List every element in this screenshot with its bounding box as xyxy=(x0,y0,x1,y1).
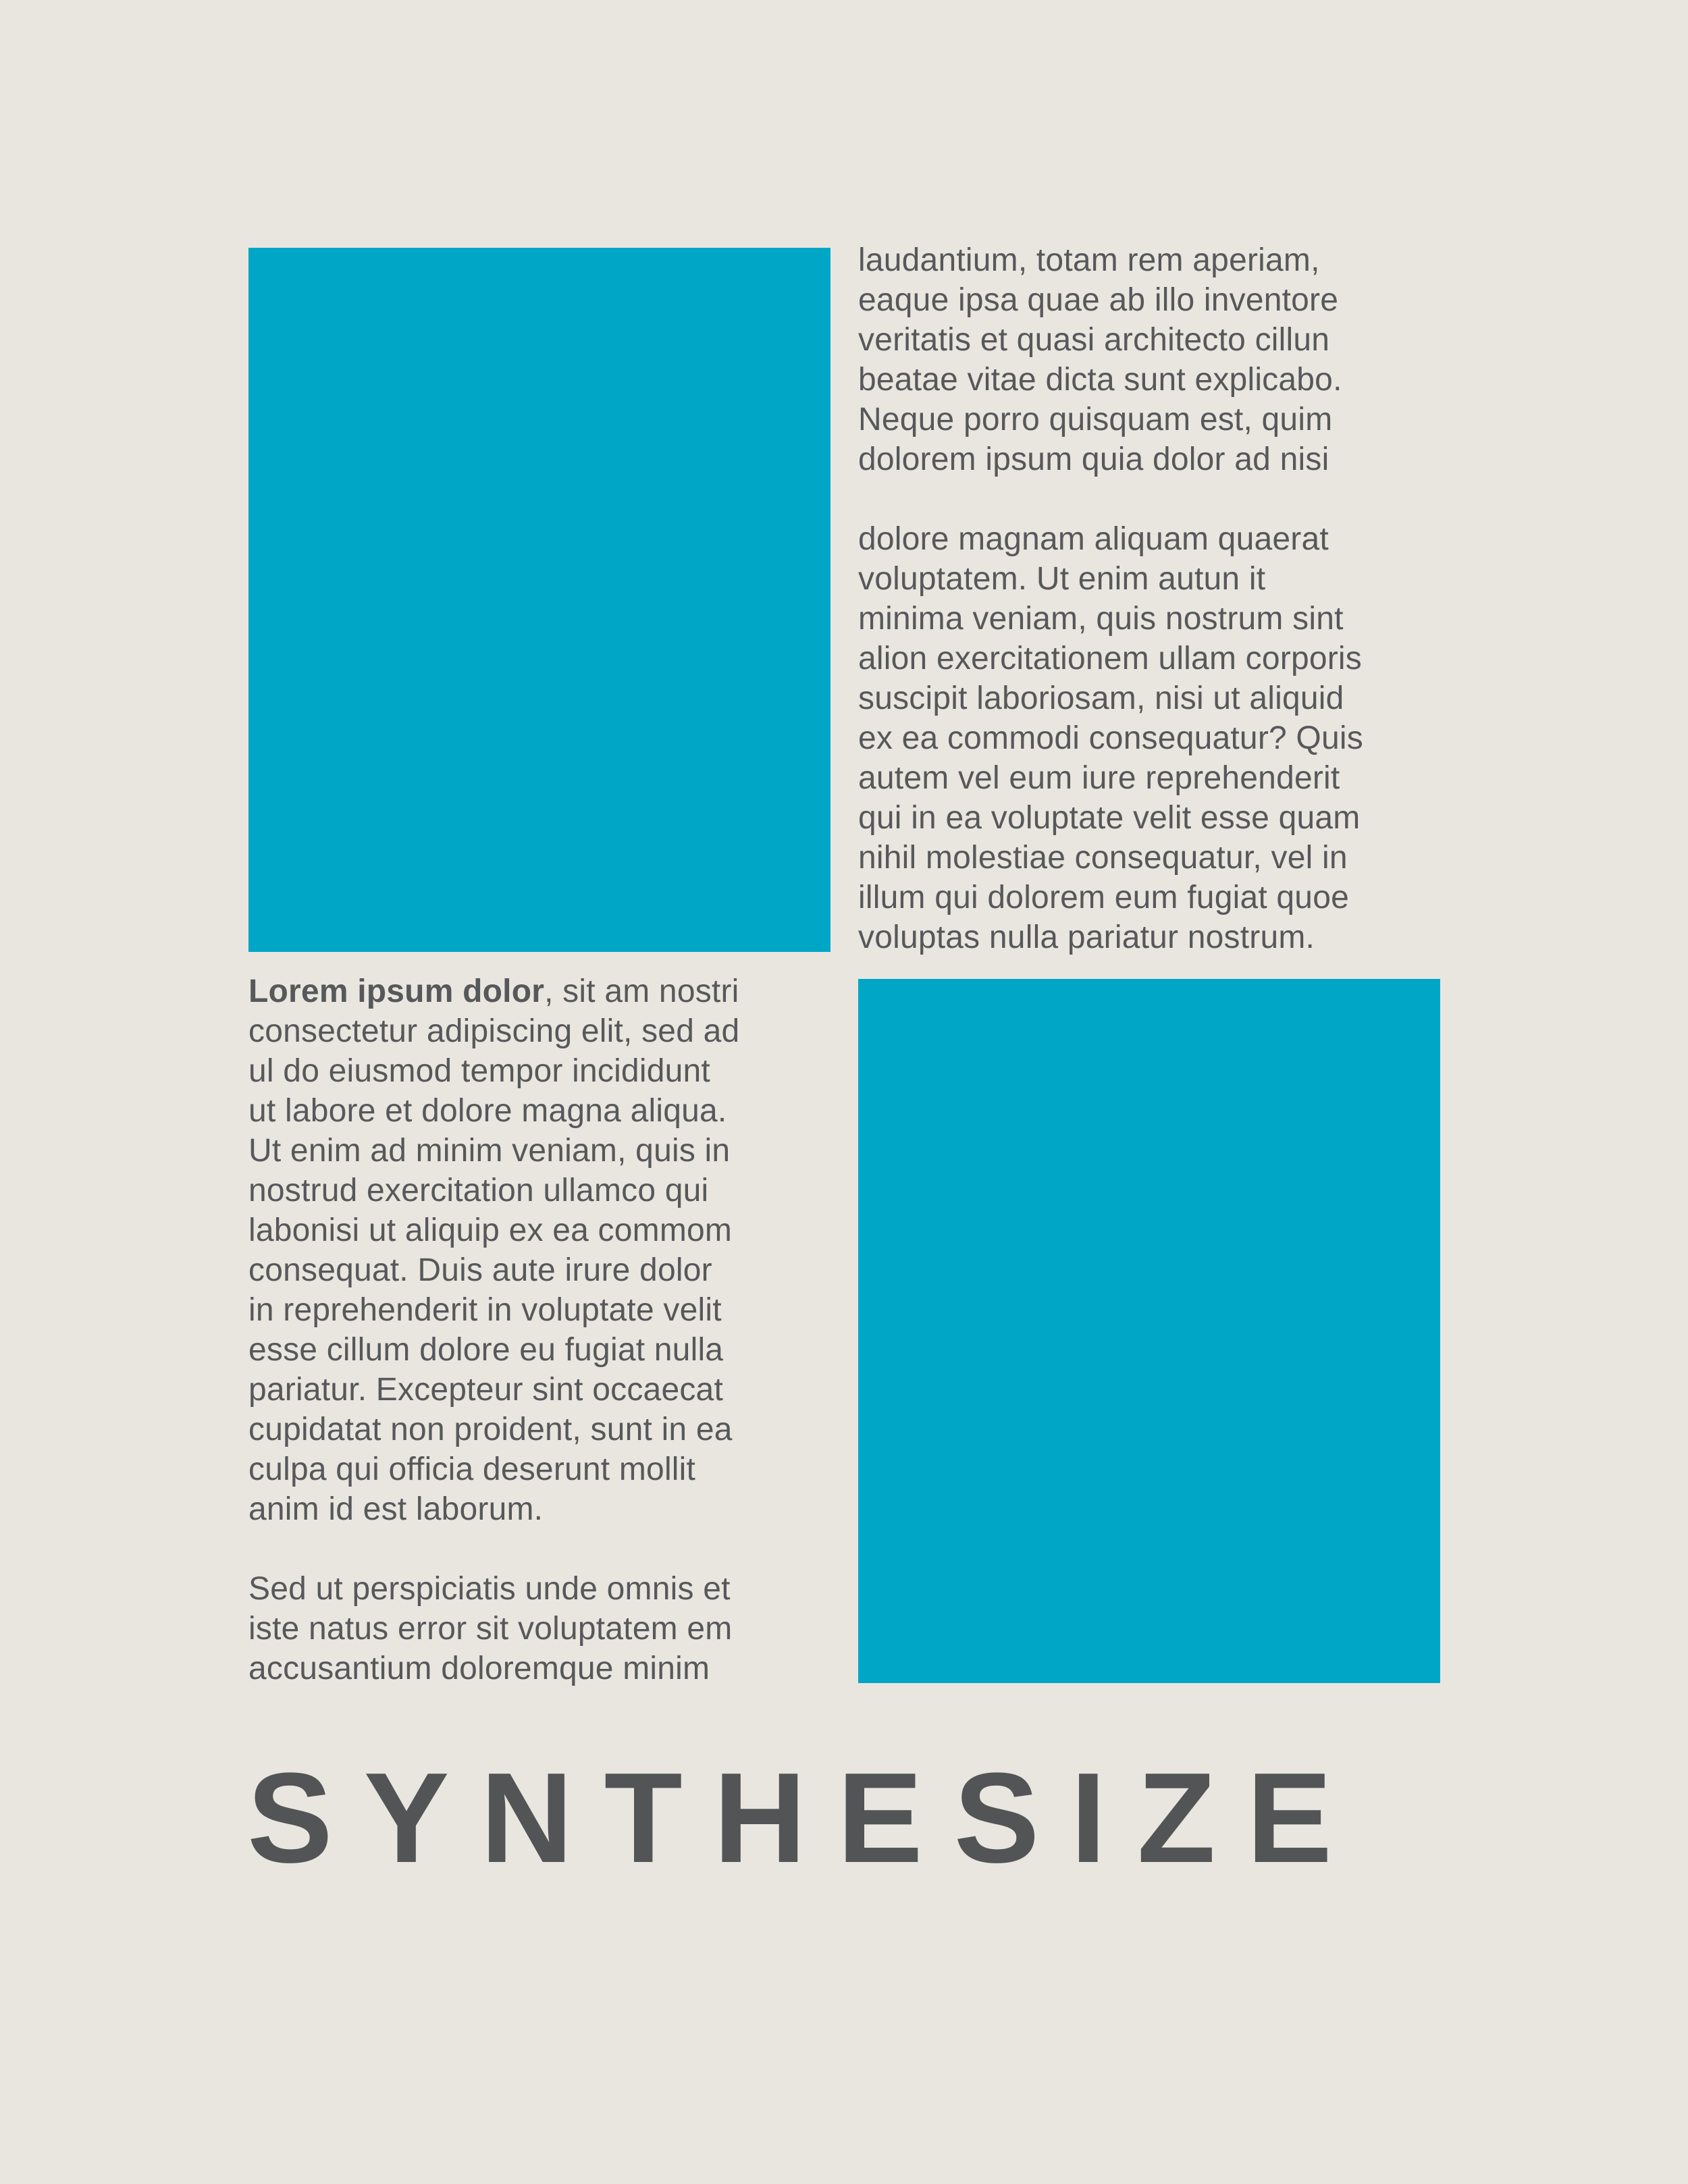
text-line: ut labore et dolore magna aliqua. xyxy=(248,1093,727,1129)
left-text-column xyxy=(248,971,843,1688)
image-placeholder-bottom-right xyxy=(858,979,1440,1683)
left-paragraph-2 xyxy=(248,1569,843,1688)
lead-rest-text: , sit am nostri xyxy=(544,974,739,1009)
text-line: Neque porro quisquam est, quim xyxy=(858,402,1333,437)
paragraph-gap xyxy=(858,479,1452,519)
text-line: consectetur adipiscing elit, sed ad xyxy=(248,1013,740,1049)
text-line: minima veniam, quis nostrum sint xyxy=(858,601,1344,637)
text-line: eaque ipsa quae ab illo inventore xyxy=(858,282,1339,318)
text-line: nostrud exercitation ullamco qui xyxy=(248,1173,709,1208)
text-line: illum qui dolorem eum fugiat quoe xyxy=(858,880,1349,915)
text-line: suscipit laboriosam, nisi ut aliquid xyxy=(858,681,1344,716)
text-line: dolorem ipsum quia dolor ad nisi xyxy=(858,442,1329,477)
text-line: Sed ut perspiciatis unde omnis et xyxy=(248,1571,731,1607)
lead-bold-text: Lorem ipsum dolor xyxy=(248,974,545,1009)
right-paragraph-1 xyxy=(858,240,1452,479)
text-line: autem vel eum iure reprehenderit xyxy=(858,760,1340,796)
text-line: accusantium doloremque minim xyxy=(248,1651,710,1686)
text-line: ex ea commodi consequatur? Quis xyxy=(858,720,1363,756)
left-paragraph-1 xyxy=(248,971,843,1529)
text-line: beatae vitae dicta sunt explicabo. xyxy=(858,362,1342,398)
text-line: anim id est laborum. xyxy=(248,1491,544,1527)
paragraph-gap xyxy=(248,1529,843,1569)
text-line: culpa qui officia deserunt mollit xyxy=(248,1451,696,1487)
text-line: voluptatem. Ut enim autun it xyxy=(858,561,1266,597)
text-line: nihil molestiae consequatur, vel in xyxy=(858,840,1348,876)
text-line: dolore magnam aliquam quaerat xyxy=(858,521,1329,557)
text-line: ul do eiusmod tempor incididunt xyxy=(248,1053,710,1089)
text-line: labonisi ut aliquip ex ea commom xyxy=(248,1213,733,1248)
right-paragraph-2 xyxy=(858,519,1452,957)
text-line: cupidatat non proident, sunt in ea xyxy=(248,1412,733,1447)
page-title: SYNTHESIZE xyxy=(247,1747,1363,1890)
text-line: alion exercitationem ullam corporis xyxy=(858,641,1362,676)
text-line: in reprehenderit in voluptate velit xyxy=(248,1292,722,1328)
text-line: veritatis et quasi architecto cillun xyxy=(858,322,1330,358)
lead-line xyxy=(248,971,843,1011)
image-placeholder-top-left xyxy=(248,248,830,952)
text-line: qui in ea voluptate velit esse quam xyxy=(858,800,1361,836)
right-text-column xyxy=(858,240,1452,957)
text-line: voluptas nulla pariatur nostrum. xyxy=(858,920,1315,955)
text-line: iste natus error sit voluptatem em xyxy=(248,1611,733,1647)
text-line: laudantium, totam rem aperiam, xyxy=(858,242,1320,278)
text-line: pariatur. Excepteur sint occaecat xyxy=(248,1372,723,1408)
text-line: esse cillum dolore eu fugiat nulla xyxy=(248,1332,724,1368)
text-line: Ut enim ad minim veniam, quis in xyxy=(248,1133,731,1169)
text-line: consequat. Duis aute irure dolor xyxy=(248,1252,712,1288)
